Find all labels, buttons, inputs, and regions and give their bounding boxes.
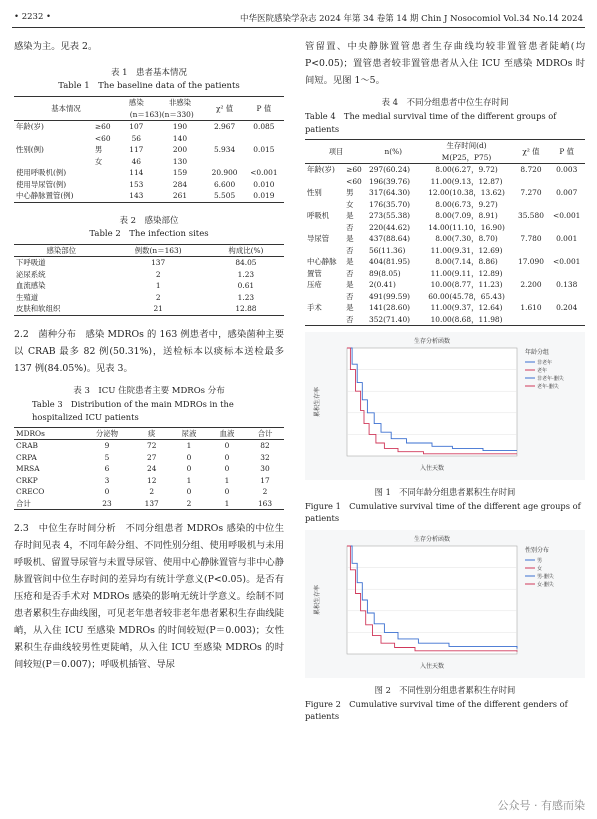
table-cell: 196(39.76) [369, 176, 411, 186]
figure-1-caption-en: Figure 1 Cumulative survival time of the different age groups of patients [305, 501, 581, 523]
t1-h-inf: 感染 [128, 98, 144, 107]
left-column [14, 38, 284, 673]
table-cell: 30 [260, 464, 270, 473]
table-cell: 20.900 [211, 168, 238, 177]
table-cell [14, 156, 93, 168]
table-cell: 2 [262, 487, 268, 496]
t1-h-p: P 值 [244, 97, 284, 121]
table-cell: 12.00(10.38，13.62) [428, 188, 505, 197]
legend-label: 女 [537, 566, 543, 572]
table-cell: 0.007 [556, 188, 578, 197]
table-row [305, 210, 585, 222]
table-3-grid [14, 427, 284, 511]
table-cell: <0.001 [553, 211, 581, 220]
table-cell: 是 [346, 280, 354, 289]
table-row [14, 292, 284, 304]
table-row [14, 498, 284, 510]
t4-h-n: n(%) [367, 140, 420, 164]
table-cell [305, 245, 344, 257]
table-cell: 220(44.62) [369, 222, 411, 232]
table-3-title-en: Table 3 Distribution of the main MDROs in the hospitalized ICU patients [32, 398, 234, 422]
table-row [14, 167, 284, 179]
table-cell: 11.00(9.13，12.87) [430, 176, 503, 186]
t3-h5: 合计 [257, 428, 273, 438]
table-cell: 153 [129, 179, 144, 189]
table-cell: 2 [155, 292, 161, 302]
table-cell: 82 [260, 441, 270, 450]
t1-h-non: 非感染 [168, 98, 192, 107]
table-cell: 泌尿系统 [16, 269, 46, 279]
table-cell: 0 [224, 464, 230, 473]
table-row [305, 187, 585, 199]
table-2 [14, 215, 284, 316]
table-cell: 176(35.70) [369, 199, 411, 209]
legend-label: 男 [537, 558, 543, 564]
table-cell [548, 176, 585, 188]
table-cell: 1 [186, 441, 192, 450]
table-cell: 2 [155, 269, 161, 279]
t4-h-chi: χ² 值 [514, 140, 549, 164]
table-cell [305, 314, 344, 326]
table-cell: 200 [172, 145, 188, 154]
table-cell [205, 133, 243, 145]
table-cell: 2.200 [520, 280, 542, 289]
table-cell [244, 156, 284, 168]
table-cell: 137 [144, 498, 159, 508]
table-cell: 手术 [307, 303, 322, 312]
table-cell: 24 [147, 464, 157, 473]
table-cell [93, 190, 118, 202]
table-row [305, 302, 585, 314]
table-cell: 0.015 [253, 145, 275, 154]
table-cell: 10.00(8.77，11.23) [430, 280, 503, 289]
table-row [14, 475, 284, 487]
table-cell: 27 [147, 452, 157, 462]
table-cell [93, 179, 118, 191]
table-cell: 1 [186, 475, 192, 485]
table-cell: 317(64.30) [369, 188, 411, 197]
table-cell: 否 [346, 245, 354, 255]
table-cell: 117 [129, 145, 144, 154]
t4-h-item: 项目 [305, 140, 367, 164]
table-cell [548, 291, 585, 303]
table-cell: 女 [346, 199, 354, 209]
t3-h4: 血液 [219, 428, 235, 438]
table-cell: 284 [172, 179, 188, 189]
table-cell [305, 199, 344, 211]
table-cell [548, 245, 585, 257]
table-cell: 否 [346, 291, 354, 301]
table-row [14, 156, 284, 168]
table-cell: 性别(例) [16, 145, 44, 154]
table-cell [548, 268, 585, 280]
table-cell: 5.505 [213, 191, 236, 200]
t3-h3: 尿液 [181, 428, 197, 438]
table-cell: 12.88 [235, 304, 257, 313]
table-row [14, 280, 284, 292]
table-cell: 6.600 [213, 179, 236, 189]
t3-h0: MDROs [16, 428, 45, 438]
t3-h1: 分泌物 [95, 428, 119, 438]
table-row [305, 245, 585, 257]
section-2-3: 2.3 中位生存时间分析 不同分组患者 MDROs 感染的中位生存时间见表 4，不同年龄分组、不同性别分组、使用呼吸机与未用呼吸机、留置导尿管与未置导尿管、使用中心静脉置管与非中心静脉置管间中位生存时间的差异均有统计学意义(P<0.05)。是否有压疮和是否手术对 MDROs 感染的影响无统计学意义。绘制不同患者累积生存曲线图，可见老年患者较非老年患者累积生存曲线陡峭，从入住 ICU 至感染 MDROs 的时间较短(P＝0.003)；女性累积生存曲线较男性更陡峭，从入住 ICU 至感染 MDROs 的时间较短(P＝0.007)；呼吸机插管、导尿 [14, 523, 284, 670]
table-row [305, 176, 585, 188]
figure-1-caption-cn: 图 1 不同年龄分组患者累积生存时间 [374, 487, 516, 497]
table-cell: 8.00(6.73，9.27) [435, 199, 498, 209]
table-cell: 否 [346, 268, 354, 278]
legend-label: 非老年-删失 [537, 376, 564, 382]
table-cell: 84.05 [235, 258, 257, 267]
table-cell: 生殖道 [16, 292, 39, 302]
table-row [305, 291, 585, 303]
table-cell: 273(55.38) [369, 211, 411, 220]
table-cell: 7.270 [520, 188, 542, 197]
journal-name: 中华医院感染学杂志 2024 年第 34 卷第 14 期 Chin J Nosocomiol Vol.34 No.14 2024 [239, 14, 583, 24]
table-cell: 11.00(9.31，12.69) [430, 245, 503, 255]
table-cell: 137 [151, 258, 166, 267]
table-row [14, 121, 284, 133]
table-cell: 21 [153, 304, 163, 313]
right-intro-text: 管留置、中央静脉置管患者生存曲线均较非置管患者陡峭(均 P<0.05)；置管患者较非置管患者从入住 ICU 至感染 MDROs 时间短。见图 1～5。 [305, 41, 585, 86]
table-cell: 56(11.36) [369, 245, 406, 255]
t1-h-chi: χ² 值 [205, 97, 243, 121]
table-cell: 72 [147, 441, 157, 450]
table-row [14, 269, 284, 281]
table-4 [305, 97, 585, 326]
table-cell: CRPA [16, 452, 37, 462]
table-cell: 性别 [307, 188, 322, 197]
plot-area [347, 348, 517, 456]
table-cell: <0.001 [553, 257, 581, 266]
table-cell: 1.23 [237, 292, 255, 302]
x-axis-label: 入住天数 [419, 465, 445, 472]
table-cell [305, 222, 344, 234]
table-row [14, 257, 284, 269]
table-cell: 女 [94, 156, 103, 166]
table-cell: 8.00(7.09，8.91) [435, 211, 498, 220]
legend-label: 男-删失 [537, 574, 554, 580]
table-cell: 中心静脉置管(例) [16, 191, 74, 200]
table-cell [514, 268, 549, 280]
table-cell: 107 [129, 122, 144, 131]
page-header [0, 0, 597, 30]
table-cell [548, 314, 585, 326]
table-3 [14, 385, 284, 511]
table-cell: 置管 [307, 268, 322, 278]
watermark: 公众号 · 有感而染 [497, 799, 585, 812]
table-cell: 是 [346, 257, 354, 266]
table-2-title-en: Table 2 The infection sites [89, 228, 209, 239]
table-cell: 35.580 [518, 211, 544, 220]
table-cell: 0 [186, 452, 192, 462]
table-row [305, 199, 585, 211]
table-cell: 17.090 [518, 257, 544, 266]
table-row [305, 233, 585, 245]
table-cell: 血流感染 [16, 281, 46, 290]
t4-h-p: P 值 [548, 140, 585, 164]
table-cell: 12 [147, 475, 157, 485]
table-cell [514, 176, 549, 188]
table-cell: 年龄(岁) [307, 165, 335, 174]
figure-2-plot [305, 530, 585, 678]
table-cell: 否 [346, 222, 354, 232]
table-cell [305, 176, 344, 188]
table-cell [14, 133, 93, 145]
table-cell: 32 [260, 452, 270, 462]
table-cell: 导尿管 [307, 234, 330, 243]
table-cell [93, 167, 118, 179]
table-cell: 呼吸机 [307, 211, 330, 220]
table-1-grid [14, 96, 284, 203]
table-cell: 0 [186, 464, 192, 473]
table-row [305, 314, 585, 326]
table-cell: 1 [224, 475, 230, 485]
table-cell: 9 [104, 441, 110, 450]
table-cell: CRKP [16, 475, 38, 485]
table-cell [548, 199, 585, 211]
figure-2 [305, 530, 585, 722]
table-cell: 23 [102, 498, 112, 508]
table-cell: 2 [186, 498, 192, 508]
table-cell: 5 [104, 452, 110, 462]
table-cell: 46 [131, 156, 142, 166]
y-axis-label: 累积生存率 [314, 386, 321, 418]
table-cell: CRECO [16, 487, 45, 496]
table-cell: 0.010 [253, 179, 275, 189]
right-column [305, 38, 585, 722]
table-cell: 0.003 [556, 165, 578, 174]
table-cell: ≥60 [346, 165, 362, 174]
table-1 [14, 67, 284, 203]
plot-title: 生存分析函数 [413, 536, 451, 543]
t1-h-item: 基本情况 [14, 97, 118, 121]
table-row [14, 486, 284, 498]
table-cell: 使用呼吸机(例) [16, 168, 67, 177]
section-2-2: 2.2 菌种分布 感染 MDROs 的 163 例患者中，感染菌种主要以 CRAB 最多 82 例(50.31%)，送检标本以痰标本送检最多 137 例(84.05%)。见表 3。 [14, 328, 284, 374]
table-cell: 8.00(6.27，9.72) [435, 165, 498, 174]
intro-text: 感染为主。见表 2。 [14, 41, 98, 52]
table-cell: 0 [224, 487, 230, 496]
table-cell: 8.00(7.14，8.86) [435, 257, 498, 266]
legend-title: 年龄分组 [525, 349, 550, 356]
table-row [305, 164, 585, 176]
t3-h2: 痰 [148, 428, 156, 438]
table-row [14, 179, 284, 191]
table-cell: 11.00(9.11，12.89) [430, 268, 503, 278]
table-cell: 0.085 [253, 122, 275, 131]
table-cell: 8.720 [520, 165, 542, 174]
table-cell: 163 [257, 498, 273, 508]
table-cell: 130 [172, 156, 188, 166]
table-row [305, 256, 585, 268]
table-2-title-cn: 表 2 感染部位 [119, 215, 179, 226]
table-cell: 是 [346, 211, 354, 220]
table-cell: 1 [155, 281, 161, 290]
table-cell: 352(71.40) [369, 314, 411, 324]
table-row [14, 303, 284, 315]
table-cell: 否 [346, 314, 354, 324]
figure-1-plot [305, 332, 585, 480]
table-cell: 0 [186, 487, 192, 496]
table-row [14, 144, 284, 156]
y-axis-label: 累积生存率 [314, 584, 321, 616]
table-row [305, 222, 585, 234]
table-cell: <60 [94, 133, 111, 143]
table-cell: 0 [104, 487, 110, 496]
table-cell [514, 245, 549, 257]
table-3-title-cn: 表 3 ICU 住院患者主要 MDROs 分布 [73, 385, 225, 396]
table-4-title-cn: 表 4 不同分组患者中位生存时间 [381, 98, 509, 108]
legend-label: 非老年 [537, 360, 553, 366]
table-cell: 0 [224, 452, 230, 462]
table-row [14, 190, 284, 202]
table-cell: 1.23 [237, 269, 255, 279]
table-row [14, 440, 284, 452]
table-row [14, 463, 284, 475]
table-cell: 年龄(岁) [16, 122, 44, 131]
table-row [14, 452, 284, 464]
t2-h1: 例数(n＝163) [134, 245, 182, 255]
table-cell: 140 [172, 133, 188, 143]
table-cell: 0 [224, 441, 230, 450]
figure-2-caption-cn: 图 2 不同性别分组患者累积生存时间 [374, 685, 516, 695]
table-cell: 404(81.95) [369, 257, 411, 266]
figure-1 [305, 332, 585, 524]
table-cell: 是 [346, 303, 354, 312]
table-cell: 0.001 [556, 234, 578, 243]
t2-h2: 构成比(%) [228, 245, 264, 255]
table-cell: 159 [172, 168, 188, 177]
table-cell: 89(8.05) [369, 268, 401, 278]
table-cell: 114 [129, 168, 144, 177]
table-cell: 0.019 [253, 191, 275, 200]
table-cell: 297(60.24) [369, 165, 411, 174]
table-cell [205, 156, 243, 168]
table-cell [244, 133, 284, 145]
t1-h-n: (n＝163)(n＝330) [129, 109, 194, 119]
table-cell: ≥60 [94, 122, 111, 131]
plot-title: 生存分析函数 [413, 338, 451, 345]
table-cell: CRAB [16, 441, 38, 450]
legend-title: 性别分布 [525, 547, 550, 554]
legend-label: 老年-删失 [537, 384, 559, 390]
table-cell: 男 [346, 188, 354, 197]
table-cell: 56 [131, 133, 142, 143]
table-cell: 0.138 [556, 280, 578, 289]
table-cell: 7.780 [520, 234, 542, 243]
table-1-title-cn: 表 1 患者基本情况 [110, 68, 188, 78]
table-cell: 下呼吸道 [16, 258, 46, 267]
table-cell: 男 [94, 145, 103, 154]
table-cell: 1 [224, 498, 230, 508]
table-cell: <60 [346, 176, 362, 186]
table-cell [514, 291, 549, 303]
table-cell: 60.00(45.78，65.43) [428, 291, 505, 301]
table-cell: 压疮 [307, 280, 322, 289]
table-cell [514, 314, 549, 326]
table-1-title-en: Table 1 The baseline data of the patients [58, 81, 240, 91]
table-cell: 2(0.41) [369, 280, 396, 289]
table-cell: 14.00(11.10，16.90) [428, 222, 505, 232]
t2-h0: 感染部位 [46, 245, 77, 255]
table-cell: 6 [104, 464, 110, 473]
table-row [305, 279, 585, 291]
table-cell: 1.610 [520, 303, 542, 312]
table-4-title-en: Table 4 The medial survival time of the different groups of patients [305, 111, 557, 134]
table-cell: 2.967 [213, 122, 236, 131]
legend-label: 女-删失 [537, 582, 554, 588]
table-cell: <0.001 [250, 168, 278, 177]
table-cell: 261 [172, 191, 188, 200]
table-cell: MRSA [16, 464, 40, 473]
table-cell: 143 [129, 191, 144, 200]
table-row [14, 133, 284, 145]
plot-area [347, 546, 517, 654]
table-cell [514, 199, 549, 211]
table-cell: 是 [346, 234, 354, 243]
table-2-grid [14, 244, 284, 316]
table-cell: 皮肤和软组织 [16, 304, 61, 313]
legend-label: 老年 [537, 368, 548, 374]
table-cell: 中心静脉 [307, 257, 337, 266]
table-cell: 8.00(7.30，8.70) [435, 234, 498, 243]
table-cell: 合计 [16, 498, 31, 508]
table-cell: 5.934 [213, 145, 236, 154]
figure-2-caption-en: Figure 2 Cumulative survival time of the different genders of patients [305, 699, 568, 721]
table-row [305, 268, 585, 280]
table-4-grid [305, 139, 585, 326]
table-cell: 141(28.60) [369, 303, 411, 312]
table-cell: 3 [104, 475, 110, 485]
table-cell: 0.61 [237, 281, 255, 290]
table-cell: 使用导尿管(例) [16, 179, 67, 189]
table-cell [548, 222, 585, 234]
t4-h-m: M(P25，P75) [441, 152, 492, 162]
table-cell: 17 [260, 475, 270, 485]
table-cell: 437(88.64) [369, 234, 411, 243]
x-axis-label: 入住天数 [419, 663, 445, 670]
table-cell: 10.00(8.68，11.98) [430, 314, 503, 324]
header-rule [12, 27, 585, 28]
table-cell: 11.00(9.37，12.64) [430, 303, 503, 312]
table-cell: 190 [172, 122, 188, 131]
table-cell: 2 [149, 487, 155, 496]
page-number: • 2232 • [14, 12, 52, 22]
table-cell: 0.204 [556, 303, 578, 312]
table-cell [514, 222, 549, 234]
table-cell: 491(99.59) [369, 291, 411, 301]
table-cell [305, 291, 344, 303]
t4-h-time: 生存时间(d) [446, 141, 487, 150]
